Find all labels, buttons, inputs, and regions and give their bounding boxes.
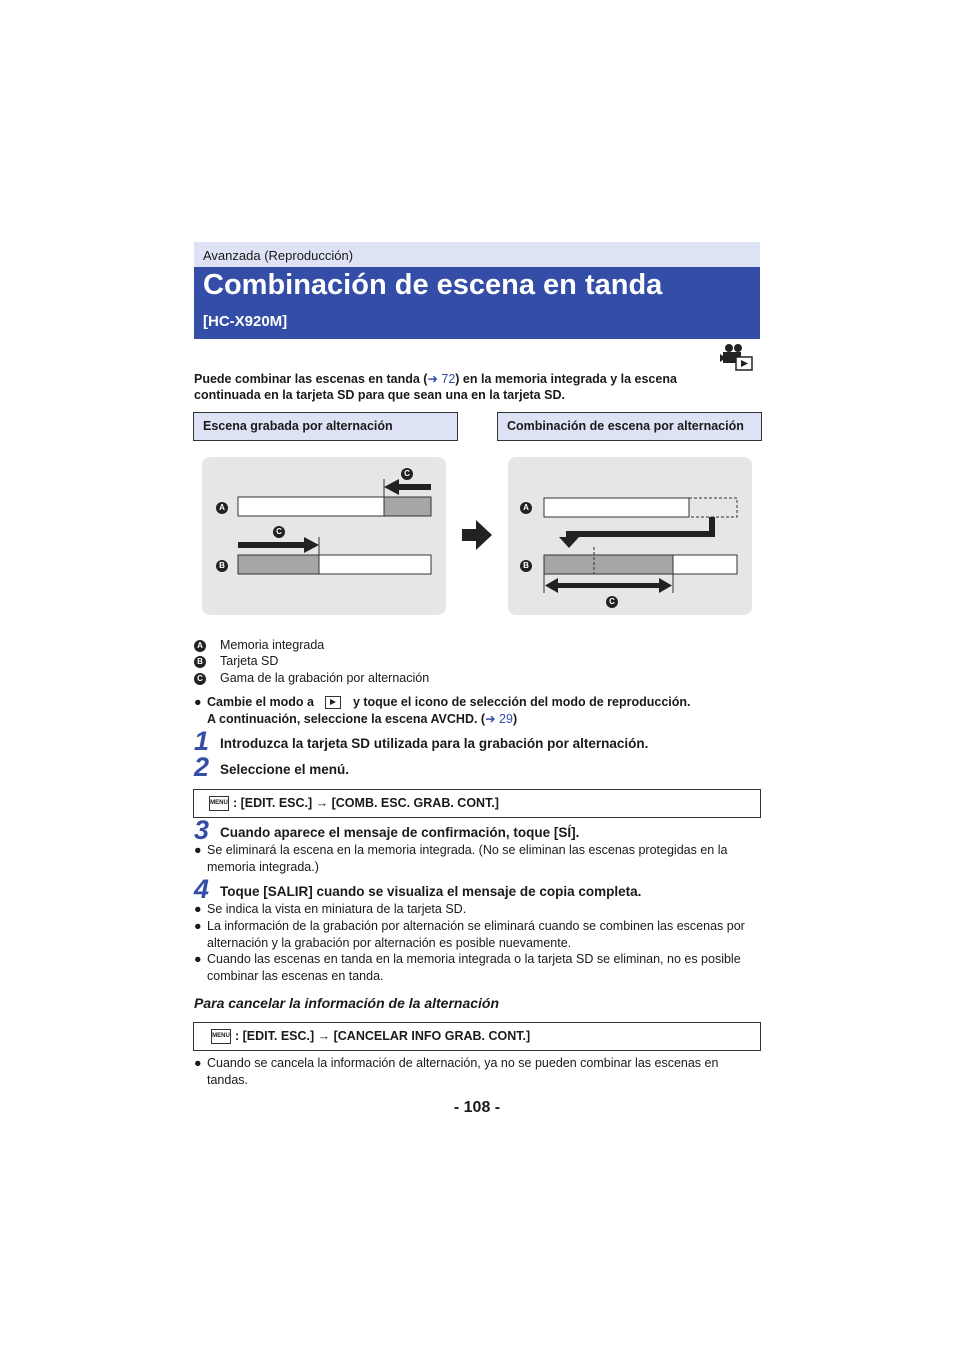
menu-path-cancel [193,1022,761,1051]
menu-icon[interactable]: MENU [211,1029,231,1044]
transition-arrow-icon [462,520,494,550]
right-merge-arrow [559,537,579,548]
bullet: ● [194,902,202,916]
left-sd-alternation-segment [238,555,319,574]
play-mode-icon [325,696,341,709]
breadcrumb-text: Avanzada (Reproducción) [203,248,354,263]
step-text: Introduzca la tarjeta SD utilizada para la grabación por alternación. [220,736,649,751]
left-marker-a: A [216,502,228,514]
legend-marker: A [194,640,206,652]
bullet: ● [194,695,202,709]
intro-text-1: Puede combinar las escenas en tanda ( [194,372,428,386]
step-number: 4 [194,874,210,904]
step-number: 2 [194,752,210,782]
right-internal-memory-bar [544,498,689,517]
note-text: La información de la grabación por alternación se eliminará cuando se combinen las escenas por alternación y la grabación por alternación es posible nuevamente. [207,919,745,950]
left-internal-alternation-segment [384,497,431,516]
menu-path-text: : [EDIT. ESC.] → [CANCELAR INFO GRAB. CONT.] [235,1029,531,1043]
breadcrumb [194,242,760,267]
right-internal-removed-segment [689,498,737,517]
model-label: [HC-X920M] [203,313,288,330]
left-marker-b: B [216,560,228,572]
step-number: 3 [194,815,210,845]
right-marker-b: B [520,560,532,572]
prereq-text-1: Cambie el modo a [207,695,314,709]
left-arrow-bottom [304,537,319,553]
bullet: ● [194,919,202,933]
prereq-page-link[interactable]: ➜ 29 [485,712,513,726]
page-title: Combinación de escena en tanda [203,269,663,301]
intro-paragraph [194,371,754,403]
legend-marker: B [194,656,206,668]
prereq-text-4: ) [512,712,518,726]
menu-icon[interactable]: MENU [209,796,229,811]
left-arrow-top [384,479,399,495]
legend-text: Memoria integrada [220,638,325,652]
left-diagram-header-text: Escena grabada por alternación [203,419,393,433]
legend-text: Tarjeta SD [220,654,279,668]
prereq-text-3: A continuación, seleccione la escena AVCHD. ( [207,712,486,726]
step-3-note [194,842,760,876]
right-diagram [508,457,752,615]
step-text: Seleccione el menú. [220,762,350,777]
left-diagram-header [193,412,458,441]
intro-text-2: ) en la memoria integrada y la escena [455,372,677,386]
bullet: ● [194,1056,202,1070]
bullet: ● [194,843,202,857]
right-diagram-header [497,412,762,441]
menu-path-combine [193,789,761,818]
step-number: 1 [194,726,210,756]
note-text: Cuando las escenas en tanda en la memoria integrada o la tarjeta SD se eliminan, no es posible combinar las escenas en tanda. [207,952,741,983]
menu-path-text: : [EDIT. ESC.] → [COMB. ESC. GRAB. CONT.] [233,796,499,810]
legend-marker: C [194,673,206,685]
right-marker-a: A [520,502,532,514]
step-text: Cuando aparece el mensaje de confirmación, toque [SÍ]. [220,825,580,840]
right-range-arrow [659,578,672,593]
intro-text-3: continuada en la tarjeta SD para que sean una en la tarjeta SD. [194,388,565,402]
left-marker-c-bottom: C [273,526,285,538]
intro-page-link[interactable]: ➜ 72 [427,372,456,386]
note-text: Se eliminará la escena en la memoria integrada. (No se eliminan las escenas protegidas en la memoria integrada.) [207,843,728,874]
title-banner [194,267,760,339]
right-sd-combined-segment [544,555,673,574]
note-text: Cuando se cancela la información de alternación, ya no se pueden combinar las escenas en tandas. [207,1056,719,1087]
cancel-subtitle: Para cancelar la información de la alternación [194,995,500,1011]
step-text: Toque [SALIR] cuando se visualiza el mensaje de copia completa. [220,884,642,899]
prereq-text-2: y toque el icono de selección del modo de reproducción. [352,695,691,709]
note-text: Se indica la vista en miniatura de la tarjeta SD. [207,902,467,916]
legend-text: Gama de la grabación por alternación [220,671,430,685]
right-diagram-header-text: Combinación de escena por alternación [507,419,744,433]
video-playback-mode-icon [720,343,754,373]
right-marker-c: C [606,596,618,608]
page-number: - 108 - [453,1099,501,1116]
left-diagram [202,457,446,615]
left-marker-c-top: C [401,468,413,480]
prerequisite-note [194,694,760,730]
bullet: ● [194,952,202,966]
